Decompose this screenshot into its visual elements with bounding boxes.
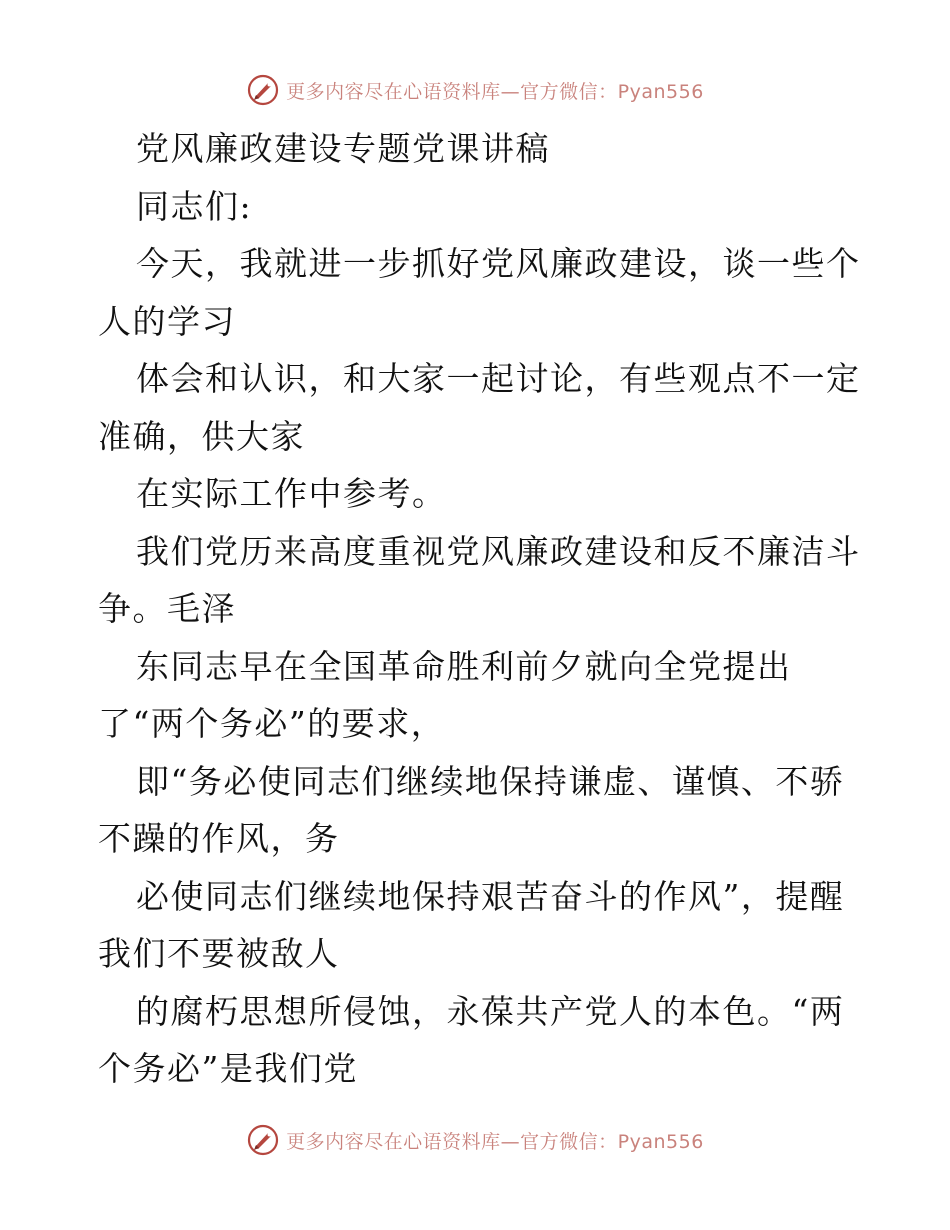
text-line: 在实际工作中参考。	[136, 474, 447, 513]
text-line: 即“务必使同志们继续地保持谦虚、谨慎、不骄	[136, 761, 845, 801]
text-line: 的腐朽思想所侵蚀，永葆共产党人的本色。“两	[136, 991, 845, 1031]
document-body	[98, 120, 861, 1098]
document-title: 党风廉政建设专题党课讲稿	[136, 129, 550, 168]
text-line: 争。毛泽	[98, 589, 236, 628]
footer-watermark	[0, 1120, 950, 1160]
text-line: 我们党历来高度重视党风廉政建设和反不廉洁斗	[136, 531, 861, 571]
text-line: 人的学习	[98, 301, 236, 341]
pen-circle-logo-icon	[246, 1123, 280, 1157]
text-line: 了“两个务必”的要求，	[98, 704, 446, 743]
text-line: 体会和认识，和大家一起讨论，有些观点不一定	[136, 359, 861, 398]
text-line: 我们不要被敌人	[98, 934, 340, 973]
text-line: 东同志早在全国革命胜利前夕就向全党提出	[136, 646, 792, 686]
text-line: 不躁的作风，务	[98, 819, 340, 858]
watermark-group	[246, 1123, 704, 1157]
watermark-text: 更多内容尽在心语资料库—官方微信：Pyan556	[286, 1130, 704, 1153]
text-line: 必使同志们继续地保持艰苦奋斗的作风”，提醒	[136, 876, 845, 916]
text-line: 同志们:	[136, 186, 253, 226]
watermark-text: 更多内容尽在心语资料库—官方微信：Pyan556	[286, 80, 704, 103]
text-line: 准确，供大家	[98, 416, 305, 456]
text-line: 今天，我就进一步抓好党风廉政建设，谈一些个	[136, 244, 861, 283]
header-watermark	[0, 70, 950, 110]
pen-circle-logo-icon	[246, 73, 280, 107]
text-line: 个务必”是我们党	[98, 1049, 358, 1088]
watermark-group	[246, 73, 704, 107]
